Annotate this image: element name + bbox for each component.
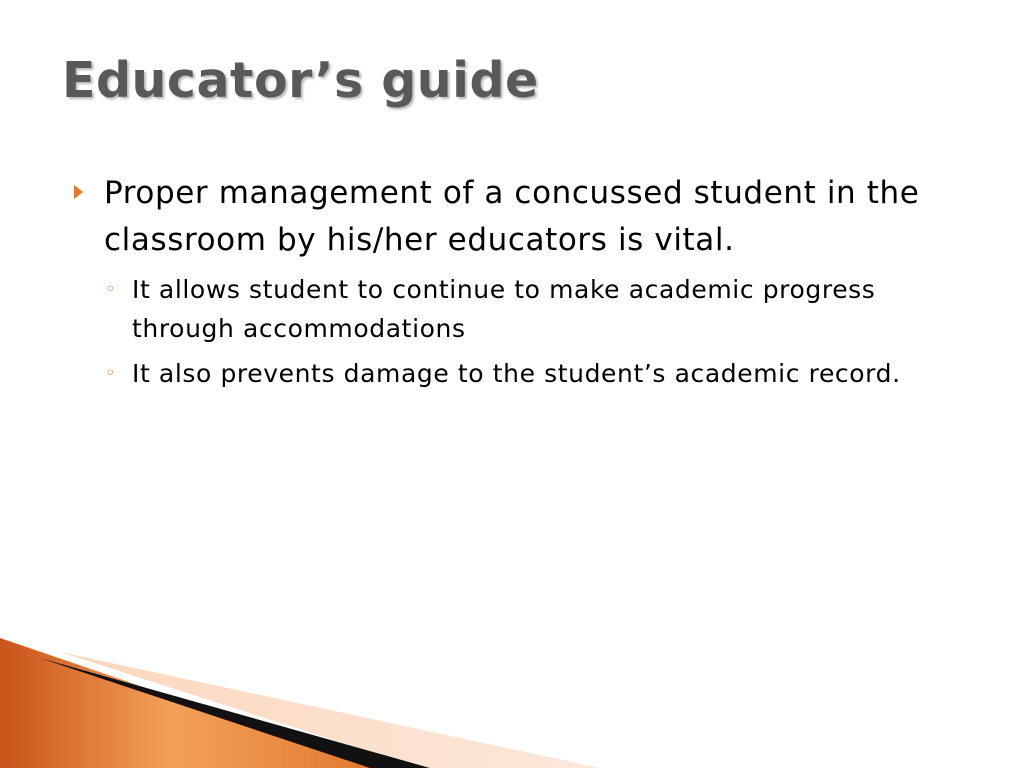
slide-title: Educator’s guide: [62, 52, 539, 109]
sub-bullet-item: [70, 354, 970, 393]
circle-bullet-icon: ◦: [105, 363, 117, 384]
circle-bullet-icon: ◦: [105, 279, 117, 300]
slide-content: [70, 170, 970, 399]
triangle-bullet-icon: [74, 185, 83, 199]
sub-bullet-list: [70, 270, 970, 393]
bullet-text: Proper management of a concussed student in the classroom by his/her educators is vital.: [104, 175, 920, 258]
bullet-item: [70, 170, 970, 264]
sub-bullet-text: It allows student to continue to make academic progress through accommodations: [132, 275, 876, 343]
sub-bullet-text: It also prevents damage to the student’s academic record.: [132, 359, 901, 388]
sub-bullet-item: [70, 270, 970, 348]
decorative-wedge-graphic: [0, 638, 1024, 768]
